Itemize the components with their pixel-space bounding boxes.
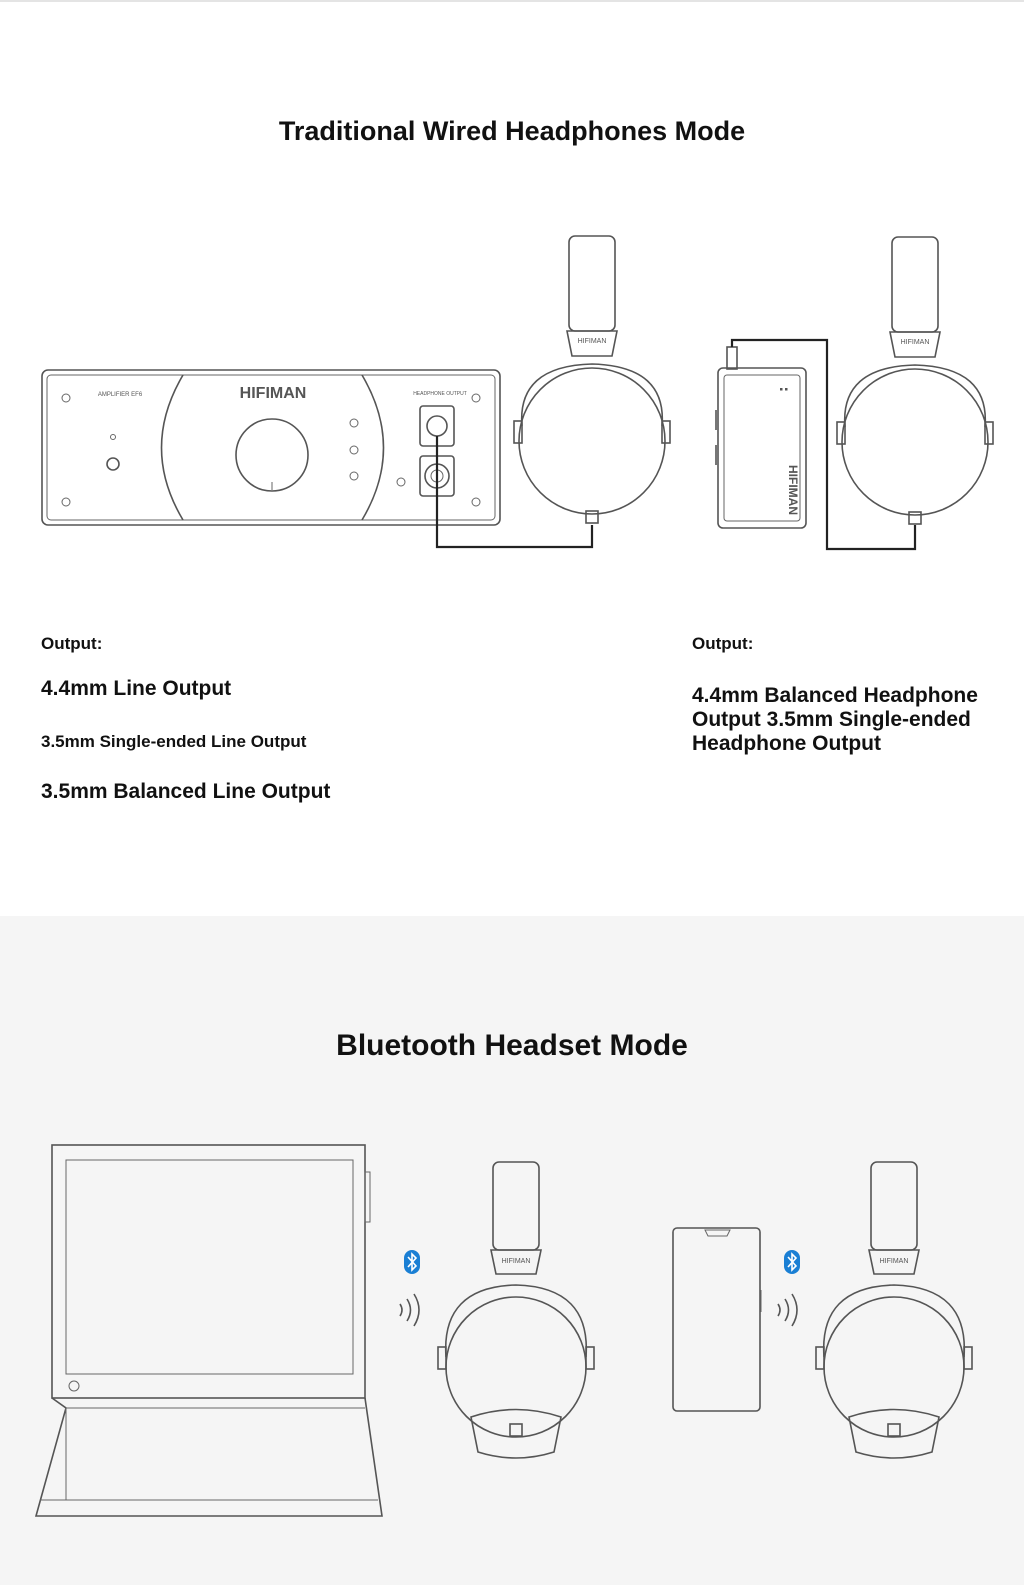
headphone-icon	[837, 237, 993, 524]
amplifier-icon	[42, 370, 500, 525]
output-item: 4.4mm Line Output	[41, 677, 232, 700]
amp-cable	[437, 436, 592, 547]
portable-dac-icon	[716, 347, 806, 528]
bluetooth-icon	[404, 1250, 420, 1274]
headphone-icon	[438, 1162, 594, 1458]
output-description: 4.4mm Balanced Headphone Output 3.5mm Single-ended Headphone Output	[692, 684, 978, 755]
headphone-brand: HIFIMAN	[577, 338, 607, 345]
wired-mode-title: Traditional Wired Headphones Mode	[278, 116, 746, 146]
amplifier-output-label: HEADPHONE OUTPUT	[413, 391, 467, 397]
headphone-brand: HIFIMAN	[501, 1258, 531, 1265]
headphone-icon	[816, 1162, 972, 1458]
dac-brand: HIFIMAN	[786, 465, 800, 515]
smartphone-icon	[673, 1228, 761, 1411]
amplifier-outputs	[41, 634, 601, 803]
output-label: Output:	[692, 634, 754, 653]
top-divider	[0, 0, 1024, 2]
headphone-brand: HIFIMAN	[900, 339, 930, 346]
dac-cable	[732, 340, 915, 549]
headphone-brand: HIFIMAN	[879, 1258, 909, 1265]
signal-waves-icon	[778, 1294, 797, 1326]
dac-outputs	[692, 634, 1002, 755]
wired-mode-illustration	[0, 220, 1024, 570]
output-label: Output:	[41, 634, 103, 653]
laptop-icon	[36, 1145, 382, 1516]
headphone-icon	[514, 236, 670, 523]
bluetooth-icon	[784, 1250, 800, 1274]
output-item: 3.5mm Single-ended Line Output	[41, 732, 307, 751]
amplifier-brand: HIFIMAN	[239, 385, 307, 402]
bluetooth-mode-title: Bluetooth Headset Mode	[336, 1029, 688, 1062]
bluetooth-mode-illustration	[0, 1140, 1024, 1540]
output-item: 3.5mm Balanced Line Output	[41, 780, 331, 803]
amplifier-model-label: AMPLIFIER EF6	[97, 392, 143, 398]
signal-waves-icon	[400, 1294, 419, 1326]
